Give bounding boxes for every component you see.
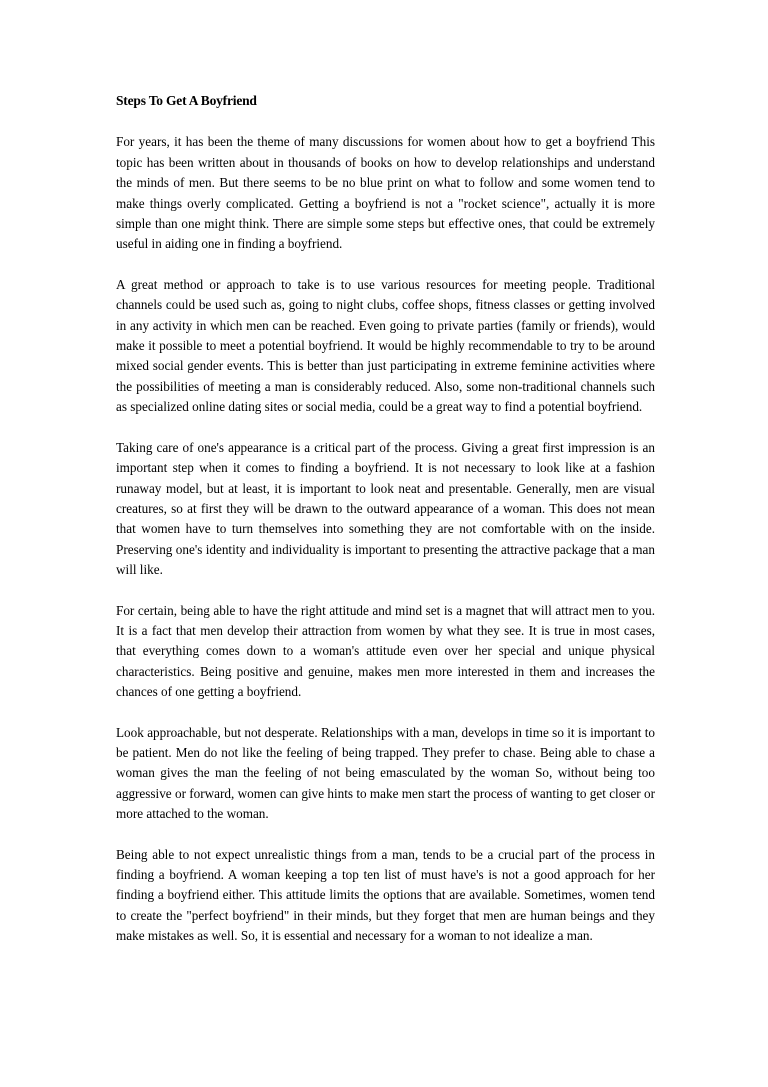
document-title: Steps To Get A Boyfriend <box>116 93 257 108</box>
document-body <box>116 91 655 967</box>
paragraph-attitude: For certain, being able to have the right attitude and mind set is a magnet that will attract men to you. It is a fact that men develop their attraction from women by what they see. It is true in most cases, that everything comes down to a woman's attitude even over her special and unique physical characteristics. Being positive and genuine, makes men more interested in them and increases the chances of one getting a boyfriend. <box>116 602 655 700</box>
paragraph-resources: A great method or approach to take is to use various resources for meeting people. Traditional channels could be used such as, going to night clubs, coffee shops, fitness classes or getting involved in any activity in which men can be reached. Even going to private parties (family or friends), would make it possible to meet a potential boyfriend. It would be highly recommendable to try to be around mixed social gender events. This is better than just participating in extreme feminine activities where the possibilities of meeting a man is considerably reduced. Also, some non-traditional channels such as specialized online dating sites or social media, could be a great way to find a potential boyfriend. <box>116 276 655 415</box>
paragraph-appearance: Taking care of one's appearance is a critical part of the process. Giving a great first impression is an important step when it comes to finding a boyfriend. It is not necessary to look like at a fashion runaway model, but at least, it is important to look neat and presentable. Generally, men are visual creatures, so at first they will be drawn to the outward appearance of a woman. This does not mean that women have to turn themselves into something they are not comfortable with on the inside. Preserving one's identity and individuality is important to presenting the attractive package that a man will like. <box>116 439 655 578</box>
paragraph-expectations: Being able to not expect unrealistic things from a man, tends to be a crucial part of the process in finding a boyfriend. A woman keeping a top ten list of must have's is not a good approach for her finding a boyfriend either. This attitude limits the options that are available. Sometimes, women tend to create the "perfect boyfriend" in their minds, but they forget that men are human beings and they make mistakes as well. So, it is essential and necessary for a woman to not idealize a man. <box>116 846 655 944</box>
paragraph-intro: For years, it has been the theme of many discussions for women about how to get a boyfriend This topic has been written about in thousands of books on how to develop relationships and understand the minds of men. But there seems to be no blue print on what to follow and some women tend to make things overly complicated. Getting a boyfriend is not a "rocket science", actually it is more simple than one might think. There are simple some steps but effective ones, that could be extremely useful in aiding one in finding a boyfriend. <box>116 134 655 252</box>
paragraph-approachable: Look approachable, but not desperate. Relationships with a man, develops in time so it is important to be patient. Men do not like the feeling of being trapped. They prefer to chase. Being able to chase a woman gives the man the feeling of not being emasculated by the woman So, without being too aggressive or forward, women can give hints to make men start the process of wanting to get closer or more attached to the woman. <box>116 724 655 822</box>
